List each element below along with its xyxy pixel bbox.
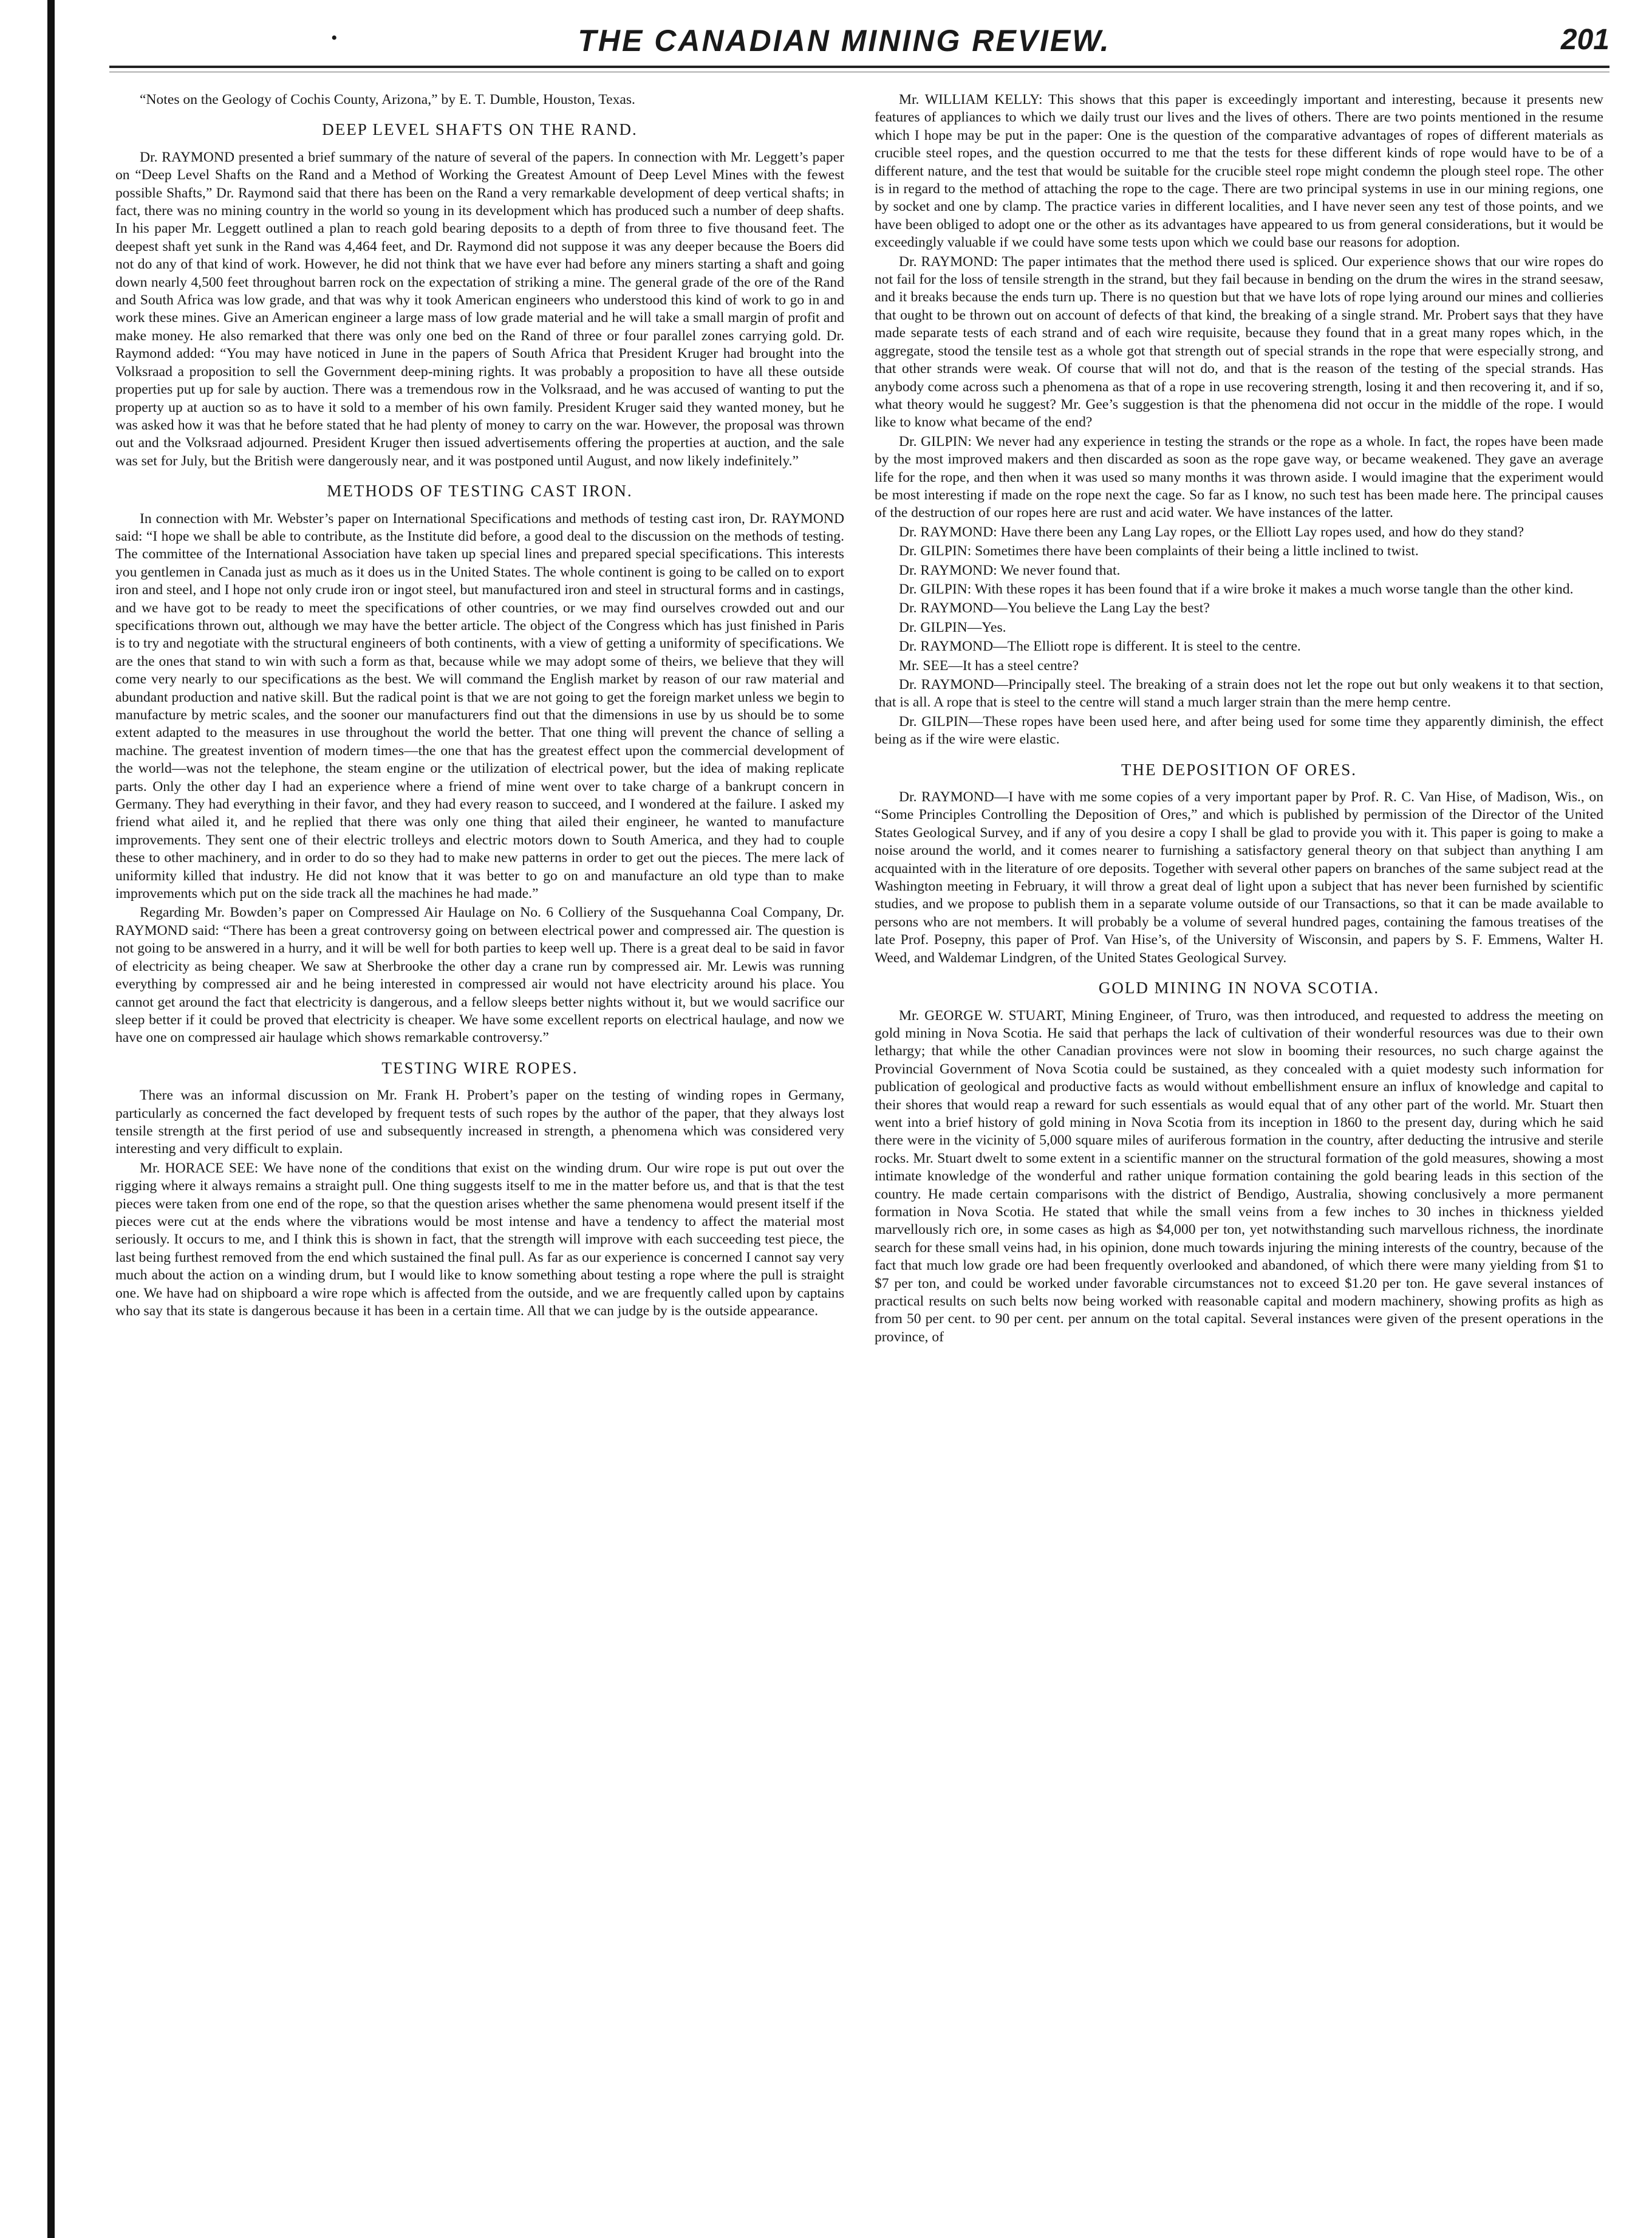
paragraph: Mr. SEE—It has a steel centre? <box>899 657 1079 674</box>
paragraph: Dr. RAYMOND presented a brief summary of the nature of several of the papers. In connection with Mr. Leggett’s paper on “Deep Level Shafts on the Rand and a Method of Working the Greatest Amount of Deep Level Mines with the fewest possible Shafts,” Dr. Raymond said that there has been on the Rand a very remarkable development of deep vertical shafts; in fact, there was no mining country in the world so young in its development which has produced such a number of deep shafts. In his paper Mr. Leggett outlined a plan to reach gold bearing deposits to a depth of from three to five thousand feet. The deepest shaft yet sunk in the Rand was 4,464 feet, and Dr. Raymond did not suppose it was any deeper because the Boers did not do any of that kind of work. However, he did not think that we have ever had before any miners starting a shaft and going down nearly 4,500 feet throughout barren rock on the expectation of striking a mine. The general grade of the ore of the Rand and South Africa was low grade, and that was why it took American engineers who understood this kind of work to go in and work these mines. Give an American engineer a large mass of low grade material and he will take a small margin of profit and make money. He also remarked that there was only one bed on the Rand of three or four parallel zones carrying gold. Dr. Raymond added: “You may have noticed in June in the papers of South Africa that President Kruger had brought into the Volksraad a proposition to sell the Government deep-mining rights. It was probably a proposition to have all these outside properties put up for sale by auction. There was a tremendous row in the Volksraad, and he was accused of wanting to put the property up at auction so as to have it sold to a member of his own family. President Kruger said they wanted money, but he was asked how it was that he before stated that he had plenty of money to carry on the war. However, the proposal was thrown out and the Volksraad adjourned. President Kruger then issued advertisements offering the properties at auction, and the sale was set for July, but the British were dangerously near, and it was postponed until August, and now likely indefinitely.” <box>115 149 844 469</box>
section-heading: TESTING WIRE ROPES. <box>381 1058 578 1077</box>
paragraph: Dr. RAYMOND—I have with me some copies of a very important paper by Prof. R. C. Van Hise, of Madison, Wis., on “Some Principles Controlling the Deposition of Ores,” and which is published by permission of the Director of the United States Geological Survey, and if any of you desire a copy I shall be glad to provide you with it. This paper is going to make a noise around the world, and it comes nearer to furnishing a satisfactory general theory on that subject than anything I am acquainted with in the literature of ore deposits. Together with several other papers on branches of the same subject read at the Washington meeting in February, it will throw a great deal of light upon a subject that has never been furnished by scientific studies, and we propose to publish them in a separate volume outside of our Transactions, so that it can be made available to persons who are not members. It will probably be a volume of several hundred pages, containing the famous treatises of the late Prof. Posepny, this paper of Prof. Van Hise’s, of the University of Wisconsin, and papers by S. F. Emmens, Walter H. Weed, and Waldemar Lindgren, of the United States Geological Survey. <box>875 789 1603 966</box>
paragraph: Dr. GILPIN—These ropes have been used here, and after being used for some time they apparently diminish, the effect being as if the wire were elastic. <box>875 713 1603 748</box>
paragraph: Dr. GILPIN: With these ropes it has been found that if a wire broke it makes a much worse tangle than the other kind. <box>899 581 1574 597</box>
paragraph: “Notes on the Geology of Cochis County, Arizona,” by E. T. Dumble, Houston, Texas. <box>140 92 635 108</box>
paragraph: Mr. HORACE SEE: We have none of the conditions that exist on the winding drum. Our wire rope is put out over the rigging where it always remains a straight pull. One thing suggests itself to me in the matter before us, and that is that the test pieces were taken from one end of the rope, so that the question arises whether the same phenomena would present itself if the pieces were cut at the ends where the vibrations would be most intense and have a tendency to affect the material most seriously. It occurs to me, and I think this is shown in fact, that the strength will improve with each succeeding test piece, the last being furthest removed from the end which sustained the final pull. As far as our experience is concerned I cannot say very much about the action on a winding drum, but I would like to know something about testing a rope where the pull is straight one. We have had on shipboard a wire rope which is affected from the outside, and we are frequently called upon by captains who say that its state is dangerous because it has been in a certain time. All that we can judge by is the outside appearance. <box>115 1160 844 1319</box>
paragraph: Mr. GEORGE W. STUART, Mining Engineer, of Truro, was then introduced, and requested to address the meeting on gold mining in Nova Scotia. He said that perhaps the lack of cultivation of their wonderful resources was due to their own lethargy; that while the other Canadian provinces were not slow in booming their resources, no such charge against the Provincial Government of Nova Scotia could be sustained, as they concealed with a quiet modesty such information for publication of geological and productive facts as would without embellishment ensure an influx of knowledge and capital to their shores that would reap a reward for such essentials as would equal that of any other part of the world. Mr. Stuart then went into a brief history of gold mining in Nova Scotia from its inception in 1860 to the present day, during which he said there were in the vicinity of 5,000 square miles of auriferous formation in the country, after deducting the intrusive and sterile rocks. Mr. Stuart dwelt to some extent in a scientific manner on the structural formation of the gold measures, showing a most intimate knowledge of the wonderful and rather unique formation containing the gold bearing leads in this section of the country. He made certain comparisons with the district of Bendigo, Australia, showing conclusively a more permanent formation in Nova Scotia. He stated that while the small veins from a few inches to 30 inches in thickness yielded marvellously rich ore, in some cases as high as $4,000 per ton, yet notwithstanding such marvellous richness, the inordinate search for these small veins had, in his opinion, done much towards injuring the mining interests of the country, because of the fact that much low grade ore had been frequently overlooked and abandoned, of which there were many yielding from $1 to $7 per ton, and could be worked under favorable circumstances not to exceed $1.20 per ton. He gave several instances of practical results on such belts now being worked with reasonable capital and modern machinery, showing profits as high as from 50 per cent. to 90 per cent. per annum on the total capital. Several instances were given of the present operations in the province, of <box>875 1007 1603 1345</box>
page-number: 201 <box>1560 24 1609 56</box>
paragraph: Dr. GILPIN: We never had any experience in testing the strands or the rope as a whole. In fact, the ropes have been made by the most improved makers and then discarded as soon as the rope gave way, or became weakened. They gave an average life for the rope, and then when it was used so many months it was thrown aside. I would imagine that the experiment would be most interesting if made on the rope next the cage. So far as I know, no such test has been made here. The principal causes of the destruction of our ropes here are rust and acid water. We have instances of the latter. <box>875 433 1603 521</box>
paragraph: In connection with Mr. Webster’s paper on International Specifications and methods of testing cast iron, Dr. RAYMOND said: “I hope we shall be able to contribute, as the Institute did before, a good deal to the discussion on the methods of testing. The committee of the International Association have taken up special lines and prepared special specifications. This interests you gentlemen in Canada just as much as it does us in the United States. The whole continent is going to be called on to export iron and steel, and I hope not only crude iron or ingot steel, but manufactured iron and steel in structural forms and in castings, and we have got to be ready to meet the specifications of other countries, or we may find ourselves crowded out and our specifications thrown out, although we may have the better article. The object of the Congress which has just finished in Paris is to try and negotiate with the structural engineers of both continents, with a view of getting a uniformity of specifications. We are the ones that stand to win with such a form as that, because while we may adopt some of theirs, we believe that they will come very nearly to our specifications as the best. We will command the English market by reason of our raw material and abundant production and native skill. But the radical point is that we are not going to get the foreign market unless we begin to manufacture by metric scales, and the sooner our manufacturers find out that the dimensions in use by us should be to some extent adapted to the measures in use throughout the world the better. That one thing will prevent the chance of selling a machine. The greatest invention of modern times—the one that has the greatest effect upon the commercial development of the world—was not the telephone, the steam engine or the utilization of electrical power, but the idea of making replicate parts. Only the other day I had an experience where a friend of mine went over to take charge of a bankrupt concern in Germany. They had everything in their favor, and they had every reason to succeed, and I wondered at the failure. I asked my friend what ailed it, and he replied that there was only one thing that ailed their engineer, he wanted to manufacture improvements. They sent one of their electric trolleys and electric motors down to South America, and they had to couple these to other machinery, and in order to do so they had to make new patterns in order to get out the pieces. The mere lack of uniformity killed that industry. He did not know that it was better to go on and manufacture an old type than to make improvements which put on the side track all the machines he had made.” <box>115 510 844 902</box>
paragraph: Dr. RAYMOND—You believe the Lang Lay the best? <box>899 600 1210 617</box>
section-heading: METHODS OF TESTING CAST IRON. <box>327 482 633 501</box>
paragraph: Dr. RAYMOND—The Elliott rope is different. It is steel to the centre. <box>899 638 1301 655</box>
paragraph: Dr. GILPIN: Sometimes there have been complaints of their being a little inclined to twist. <box>899 543 1419 560</box>
paragraph: Dr. RAYMOND: We never found that. <box>899 562 1121 578</box>
section-heading: THE DEPOSITION OF ORES. <box>1121 760 1357 779</box>
paragraph: Regarding Mr. Bowden’s paper on Compressed Air Haulage on No. 6 Colliery of the Susquehanna Coal Company, Dr. RAYMOND said: “There has been a great controversy going on between electrical power and compressed air. The question is not going to be answered in a hurry, and it will be well for both parties to keep well up. There is a great deal to be said in favor of electricity as being cheaper. We saw at Sherbrooke the other day a crane run by compressed air. Mr. Lewis was running everything by compressed air and he being interested in compressed air would not have electricity around his place. You cannot get around the fact that electricity is dangerous, and a fellow sleeps better nights without it, but we would sacrifice our sleep better if it could be proved that electricity is cheaper. We have some excellent reports on electrical haulage, and now we have one on compressed air haulage which shows remarkable controversy.” <box>115 905 844 1046</box>
header-rule <box>109 66 1609 68</box>
paragraph: Dr. RAYMOND—Principally steel. The breaking of a strain does not let the rope out but only weakens it to that section, that is all. A rope that is steel to the centre will stand a much larger strain than the mere hemp centre. <box>875 677 1603 711</box>
section-heading: GOLD MINING IN NOVA SCOTIA. <box>1098 979 1380 998</box>
paragraph: Dr. RAYMOND: Have there been any Lang Lay ropes, or the Elliott Lay ropes used, and how do they stand? <box>899 524 1524 540</box>
binding-margin-rule <box>47 0 55 2238</box>
left-column <box>115 91 844 1321</box>
journal-title: THE CANADIAN MINING REVIEW. <box>578 24 1111 58</box>
right-column <box>875 91 1603 1347</box>
page-header <box>79 23 1609 66</box>
paragraph: There was an informal discussion on Mr. Frank H. Probert’s paper on the testing of winding ropes in Germany, particularly as concerned the fact developed by frequent tests of such ropes by the author of the paper, that they always lost tensile strength at the first period of use and subsequently increased in strength, a phenomena which was considered very interesting and very difficult to explain. <box>115 1087 844 1157</box>
header-dot: • <box>331 28 338 48</box>
paragraph: Dr. GILPIN—Yes. <box>899 619 1006 635</box>
paragraph: Mr. WILLIAM KELLY: This shows that this paper is exceedingly important and interesting, because it presents new features of appliances to which we daily trust our lives and the lives of others. There are two points mentioned in the resume which I hope may be put in the paper: One is the question of the comparative advantages of ropes of different materials as crucible steel ropes, and the question occurred to me that the tests for these different kinds of rope would have to be of a different nature, and the test that would be suitable for the crucible steel rope might condemn the plough steel rope. The other is in regard to the method of attaching the rope to the cage. There are two principal systems in use in our mining regions, one by socket and one by clamp. The practice varies in different localities, and I have never seen any test of those points, and we have been obliged to adopt one or the other as its advantages have appeared to us from general considerations, but it would be exceedingly valuable if we could have some tests upon which we could base our reasons for adoption. <box>875 92 1603 251</box>
section-heading: DEEP LEVEL SHAFTS ON THE RAND. <box>322 120 638 139</box>
paragraph: Dr. RAYMOND: The paper intimates that the method there used is spliced. Our experience shows that our wire ropes do not fail for the loss of tensile strength in the strand, but they fail because in bending on the drum the wires in the strand seesaw, and it breaks because the ends turn up. There is no question but that we have lots of rope lying around our mines and collieries that ought to be thrown out on account of defects of that kind, the breaking of a single strand. Mr. Probert says that they have made separate tests of each strand and of each wire requisite, because they found that in a great many ropes which, in the aggregate, stood the tensile test as a whole got that strength out of special strands in the rope that were especially strong, and that other strands were weak. Of course that will not do, and that is the reason of the testing of the special strands. Has anybody come across such a phenomena as that of a rope in use recovering strength, losing it and then recovering it, and if so, what theory would he suggest? Mr. Gee’s suggestion is that the phenomena did not occur in the middle of the rope. I would like to know what became of the end? <box>875 253 1603 431</box>
